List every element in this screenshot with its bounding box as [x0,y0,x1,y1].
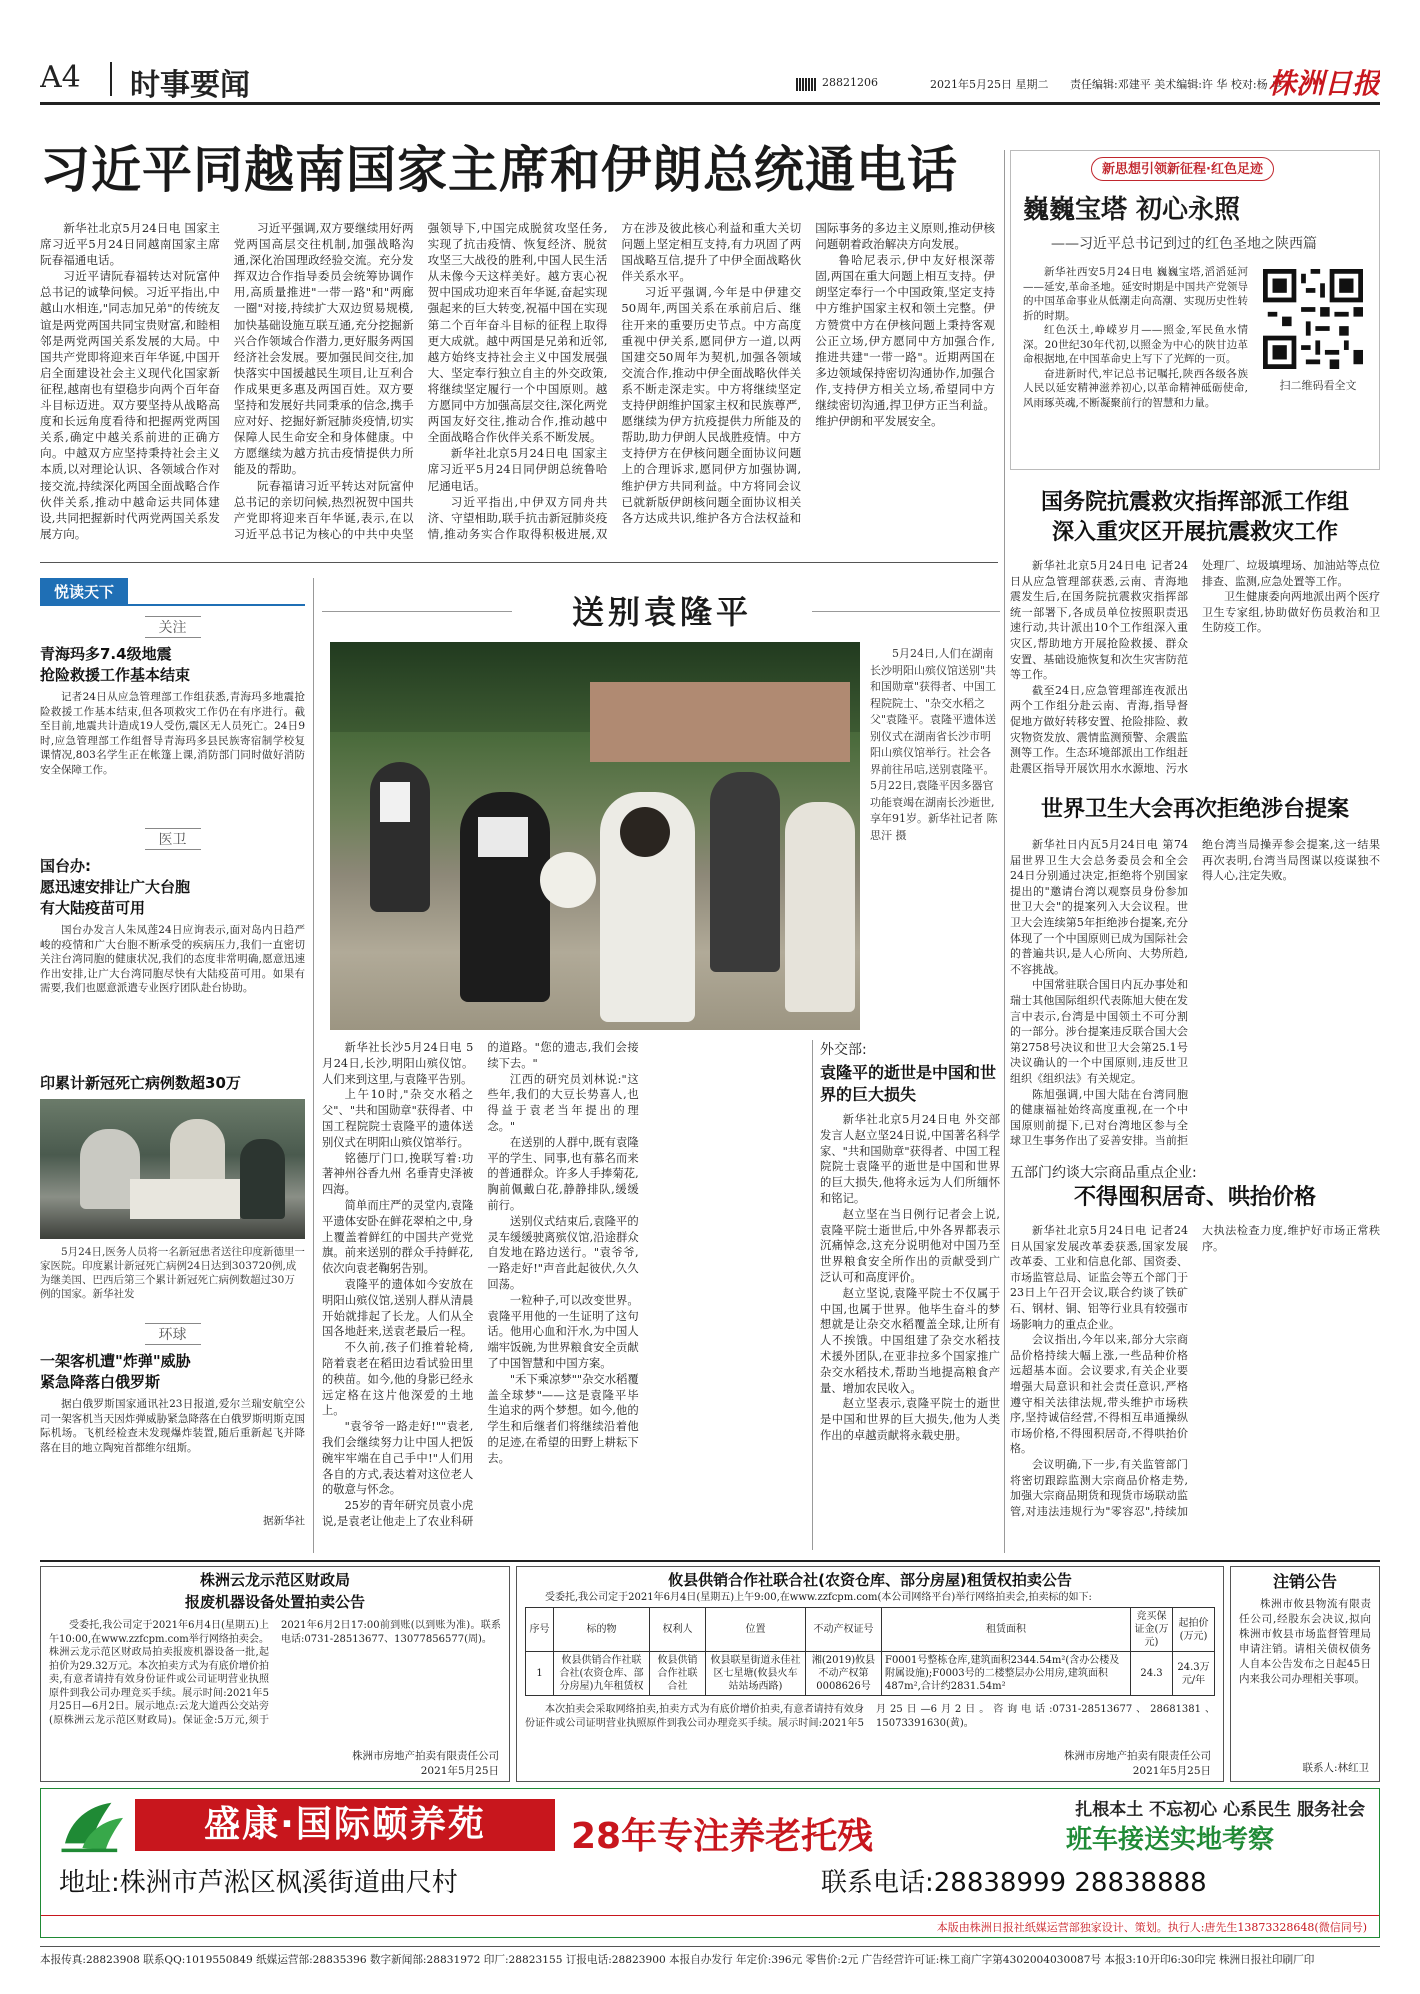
yuan-paragraph: 袁隆平的遗体如今安放在明阳山殡仪馆,送别人群从清晨开始就排起了长龙。人们从全国各地赶来,送袁老最后一程。 [322,1277,474,1339]
feature-headline: 巍巍宝塔 初心永照 [1023,195,1241,225]
banner-slogan-top: 扎根本土 不忘初心 心系民生 服务社会 [1075,1800,1365,1820]
feature-subhead: ——习近平总书记到过的红色圣地之陕西篇 [1051,236,1317,252]
table-header-cell: 权利人 [650,1608,706,1652]
banner-credit: 本版由株洲日报社纸媒运营部独家设计、策划。执行人:唐先生13873328648(微信同号) [936,1921,1367,1934]
sidebar-title: 悦读天下 [40,578,128,606]
section-tag: 医卫 [145,828,201,850]
feature-body [1023,265,1248,455]
page-number: A4 [40,60,81,95]
sidebar-body: 记者24日从应急管理部工作组获悉,青海玛多地震抢险救援工作基本结束,但各项救灾工作仍在有序进行。截至目前,地震共计造成19人受伤,震区无人员死亡。24日9时,应急管理部工作组督导青海玛多县民族寄宿制学校复课情况,803名学生正在帐篷上课,消防部门同时做好消防安全保障工作。 [40,691,305,776]
news-article-3 [1010,1163,1380,1553]
table-cell: 24.3万元/年 [1173,1652,1215,1696]
table-cell: 攸县供销合作社联合社(农资仓库、部分房屋)九年租赁权 [554,1652,650,1696]
yuan-paragraph: 简单而庄严的灵堂内,袁隆平遗体安卧在鲜花翠柏之中,身上覆盖着鲜红的中国共产党党旗。前来送别的群众手持鲜花,依次向袁老鞠躬告别。 [322,1198,474,1276]
headline-line: 有大陆疫苗可用 [40,899,146,917]
news-paragraph: 新华社日内瓦5月24日电 第74届世界卫生大会总务委员会和全会24日分别通过决定,拒绝将个别国家提出的"邀请台湾以观察员身份参加世卫大会"的提案列入大会议程。世卫大会连续第5年拒绝涉台提案,充分体现了一个中国原则已成为国际社会的普遍共识,是人心所向、大势所趋,不容挑战。 [1010,838,1188,976]
yuan-paragraph: 不久前,孩子们推着轮椅,陪着袁老在稻田边看试验田里的秧苗。如今,他的身影已经永远定格在这片他深爱的土地上。 [322,1341,474,1418]
yuan-paragraph: 铭德厅门口,挽联写着:功著神州谷香九州 名垂青史泽被四海。 [322,1151,474,1197]
sub-paragraph: 赵立坚表示,袁隆平院士的逝世是中国和世界的巨大损失,他为人类作出的卓越贡献将永载史册。 [820,1397,1000,1442]
headline-line: 一架客机遭"炸弹"威胁 [40,1352,191,1370]
issue-code: 28821206 [822,76,878,89]
paper-logo: 株洲日报 [1267,67,1380,100]
notices-top-rule [40,1560,1380,1562]
yuan-story [322,578,1000,1553]
banner-ad [40,1788,1380,1938]
yuan-headline-bar [322,592,1000,632]
brand-name: 盛康·国际颐养苑 [204,1804,486,1845]
table-cell: F0001号整栋仓库,建筑面积2344.54m²(含办公楼及附属设施);F0003号的二楼整层办公用房,建筑面积487m²,合计约2831.54m² [882,1652,1131,1696]
table-header-cell: 竞买保证金(万元) [1131,1608,1173,1652]
sub-paragraph: 赵立坚说,袁隆平院士不仅属于中国,也属于世界。他毕生奋斗的梦想就是让杂交水稻覆盖全球,让所有人不挨饿。中国组建了杂交水稻技术援外团队,在亚非拉多个国家推广杂交水稻技术,帮助当地提高粮食产量、增加农民收入。 [820,1286,1000,1395]
qr-code-icon[interactable] [1263,269,1363,369]
notice-left [40,1566,510,1782]
headline-line: 国台办: [40,857,91,875]
yuan-photo-caption: 5月24日,人们在湖南长沙明阳山殡仪馆送别"共和国勋章"获得者、中国工程院院士、"杂交水稻之父"袁隆平。袁隆平遗体送别仪式在湖南省长沙市明阳山殡仪馆举行。社会各界前往吊唁,送别袁隆平。5月22日,袁隆平因多器官功能衰竭在湖南长沙逝世,享年91岁。新华社记者 陈思汗 摄 [870,647,998,842]
banner-credit-bar [41,1915,1379,1937]
lead-paragraph: 习近平强调,双方要继续用好两党两国高层交往机制,加强战略沟通,深化治国理政经验交流。充分发挥双边合作指导委员会统筹协调作用,高质量推进"一带一路"和"两廊一圈"对接,持续扩大双边贸易规模,加快基础设施互联互通,充分挖掘新兴合作领域合作潜力,更好服务两国经济社会发展。要加强民间交往,加快落实中国援越民生项目,让互利合作成果更多惠及两国百姓。双方要坚持和发展好共同秉承的信念,携手应对好、挖掘好新冠肺炎疫情,切实保障人民生命安全和身体健康。中方愿继续为越方抗击疫情提供力所能及的帮助。 [233,221,414,477]
news-body [1010,558,1380,783]
barcode-icon [796,78,816,91]
feature-slogan-bar [1091,157,1274,181]
sidebar-headline [40,856,305,919]
feature-paragraph: 奋进新时代,牢记总书记嘱托,陕西各级各族人民以延安精神滋养初心,以革命精神砥砺使命,风雨琢英魂,不断凝聚前行的智慧和力量。 [1023,367,1248,409]
notice-body: 株洲市攸县物流有限责任公司,经股东会决议,拟向株洲市攸县市场监督管理局申请注销。请相关债权债务人自本公告发布之日起45日内来我公司办理相关事项。 [1239,1598,1371,1685]
brand-block [135,1799,555,1851]
section-tag: 关注 [145,616,201,638]
yuan-paragraph: 一粒种子,可以改变世界。袁隆平用他的一生证明了这句话。他用心血和汗水,为中国人端牢饭碗,为世界粮食安全贡献了中国智慧和中国方案。 [487,1293,639,1370]
masthead-rule [40,102,1380,105]
yuan-paragraph: 上午10时,"杂交水稻之父"、"共和国勋章"获得者、中国工程院院士袁隆平的遗体送别仪式在明阳山殡仪馆举行。 [322,1088,474,1149]
feature-paragraph: 新华社西安5月24日电 巍巍宝塔,滔滔延河——延安,革命圣地。延安时期是中国共产党领导的中国革命事业从低潮走向高潮、实现历史性转折的时期。 [1023,266,1248,322]
sidebar-body: 国台办发言人朱凤莲24日应询表示,面对岛内日趋严峻的疫情和广大台胞不断承受的疾病压力,我们一直密切关注台湾同胞的健康状况,我们的态度非常明确,愿意迅速作出安排,让广大台湾同胞尽快有大陆疫苗可用。如果有需要,我们也愿意派遣专业医疗团队赴台协助。 [40,924,305,994]
yuan-paragraph: 新华社长沙5月24日电 5月24日,长沙,明阳山殡仪馆。人们来到这里,与袁隆平告别。 [322,1041,474,1086]
headline-line: 抢险救援工作基本结束 [40,666,191,684]
table-header-cell: 租赁面积 [882,1608,1131,1652]
lead-paragraph: 新华社北京5月24日电 国家主席习近平5月24日同伊朗总统鲁哈尼通电话。 [427,446,608,493]
headline-line: 深入重灾区开展抗震救灾工作 [1051,520,1338,545]
sub-headline: 袁隆平的逝世是中国和世界的巨大损失 [820,1063,997,1104]
yuan-paragraph: 送别仪式结束后,袁隆平的灵车缓缓驶离殡仪馆,沿途群众自发地在路边送行。"袁爷爷,一路走好!"声音此起彼伏,久久回荡。 [487,1214,639,1291]
sidebar-headline [40,1073,305,1094]
news-headline [1010,795,1380,825]
headline-line: 世界卫生大会再次拒绝涉台提案 [1040,797,1349,822]
yuan-farewell-photo [330,642,860,1030]
headline-line: 印累计新冠死亡病例数超30万 [40,1074,241,1092]
notice-title: 攸县供销合作社联合社(农资仓库、部分房屋)租赁权拍卖公告 [668,1571,1072,1589]
sub-kicker: 外交部: [820,1042,867,1058]
news-article-2 [1010,795,1380,1155]
editor-line: 责任编辑:邓建平 美术编辑:许 华 校对:杨 卓 [1070,78,1283,91]
sub-article-separator [812,1040,813,1550]
news-paragraph: 新华社北京5月24日电 记者24日从应急管理部获悉,云南、青海地震发生后,在国务院抗震救灾指挥部统一部署下,各成员单位按照职责迅速行动,共计派出10个工作组深入重灾区,帮助地方开展抢险救援、群众安置、基础设施恢复和次生灾害防范等工作。 [1010,559,1188,682]
lead-bottom-rule [40,562,998,563]
table-header-cell: 起拍价(万元) [1173,1608,1215,1652]
lead-paragraph: 鲁哈尼表示,伊中友好根深蒂固,两国在重大问题上相互支持。伊朗坚定奉行一个中国政策,坚定支持中方维护国家主权和领土完整。伊方赞赏中方在伊核问题上秉持客观公正立场,伊方愿同中方加强合作,推进共建"一带一路"。近期两国在多边领域保持密切沟通协作,加强合作,支持伊方相关立场,希望同中方继续密切沟通,捍卫伊方正当利益。维护伊朗和平发展安全。 [815,253,995,429]
notice-mid [516,1566,1224,1782]
notice-body: 受委托,我公司定于2021年6月4日(星期五)上午10:00,在www.zzfcpm.com举行网络拍卖会。株洲云龙示范区财政局拍卖报废机器设备一批,起拍价为29.32万元。本次拍卖方式为有底价增价拍卖,有意者请持有效身份证件或公司证明营业执照原件到我公司办理竞买手续。展示时间:2021年5月25日—6月2日。展示地点:云龙大道西公交站旁(原株洲云龙示范区财政局)。保证金:5万元,须于2021年6月2日17:00前到账(以到账为准)。联系电话:0731-28513677、13077856577(周)。 [49,1620,501,1726]
sidebar-body: 据白俄罗斯国家通讯社23日报道,爱尔兰瑞安航空公司一架客机当天因炸弹威胁紧急降落在白俄罗斯明斯克国际机场。飞机经检查未发现爆炸装置,随后重新起飞并降落在目的地立陶宛首都维尔纽斯。 [40,1398,305,1454]
banner-phones: 联系电话:28838999 28838888 [821,1868,1207,1898]
notice-title: 报废机器设备处置拍卖公告 [184,1593,365,1611]
mfa-sub-article [820,1040,1000,1550]
yuan-paragraph: "袁爷爷一路走好!""袁老,我们会继续努力让中国人把饭碗牢牢端在自己手中!"人们用各自的方式,表达着对这位老人的敬意与怀念。 [322,1420,474,1497]
news-paragraph: 卫生健康委向两地派出两个医疗卫生专家组,协助做好伤员救治和卫生防疫工作。 [1202,590,1380,635]
news-paragraph: 截至24日,应急管理部连夜派出两个工作组分赴云南、青海,指导督促地方做好转移安置、抢险排险、救灾物资发放、震情监测预警、余震监测等工作。生态环境部派出工作组赶赴震区指导开展饮用水水源地、污水处理厂、垃圾填埋场、加油站等点位排查、监测,应急处置等工作。 [1010,559,1380,775]
notice-intro: 受委托,我公司定于2021年6月4日(星期五)上午9:00,在www.zzfcpm.com(本公司网络平台)举行网络拍卖会,拍卖标的如下: [545,1592,1092,1603]
sub-paragraph: 新华社北京5月24日电 外交部发言人赵立坚24日说,中国著名科学家、"共和国勋章"获得者、中国工程院院士袁隆平的逝世是中国和世界的巨大损失,他将永远为人们所缅怀和铭记。 [820,1113,1000,1205]
news-article-1 [1010,488,1380,788]
sidebar-section [40,1323,305,1548]
news-paragraph: 中国常驻联合国日内瓦办事处和瑞士其他国际组织代表陈旭大使在发言中表示,台湾是中国领土不可分割的一部分。涉台提案违反联合国大会第2758号决议和世卫大会第25.1号决议确认的一个中国原则,违反世卫组织《组织法》有关规定。 [1010,978,1188,1085]
sidebar-headline [40,1351,305,1393]
table-cell: 24.3 [1131,1652,1173,1696]
table-header-cell: 不动产权证号 [806,1608,882,1652]
notice-right [1230,1566,1380,1782]
table-header-cell: 位置 [706,1608,806,1652]
notice-title: 注销公告 [1272,1572,1337,1591]
sidebar-title-bar [40,578,305,606]
headline-line: 紧急降落白俄罗斯 [40,1373,161,1391]
news-paragraph: 会议明确,下一步,有关监管部门将密切跟踪监测大宗商品价格走势,加强大宗商品期货和现货市场联动监管,对违法违规行为"零容忍",持续加大执法检查力度,维护好市场正常秩序。 [1010,1224,1380,1518]
lead-paragraph: 习近平指出,中伊双方同舟共济、守望相助,联手抗击新冠肺炎疫情,推动务实合作取得积极进展,双方在涉及彼此核心利益和重大关切问题上坚定相互支持,有力巩固了两国战略互信,提升了中伊全面战略伙伴关系水平。 [427,221,802,541]
headline-line: 青海玛多7.4级地震 [40,645,172,663]
lead-paragraph: 新华社北京5月24日电 国家主席习近平5月24日同越南国家主席阮春福通电话。 [40,221,220,268]
sub-body [820,1112,1000,1444]
banner-address: 地址:株洲市芦淞区枫溪街道曲尺村 [59,1868,458,1898]
banner-main: 28年专注养老托残 [571,1816,874,1857]
feature-paragraph: 红色沃土,峥嵘岁月——照金,军民鱼水情深。20世纪30年代初,以照金为中心的陕甘边革命根据地,在中国革命史上写下了光辉的一页。 [1023,324,1248,365]
sidebar [40,578,305,1553]
news-body [1010,1223,1380,1548]
yuan-article-body [322,1040,804,1550]
notice-contact: 联系人:林红卫 [1302,1762,1369,1774]
section-name: 时事要闻 [130,68,250,102]
notice-body: 本次拍卖会采取网络拍卖,拍卖方式为有底价增价拍卖,有意者请持有效身份证件或公司证明营业执照原件到我公司办理竞买手续。展示时间:2021年5月25日—6月2日。咨询电话:0731-28513677、28681381、15073391630(黄)。 [525,1704,1215,1729]
table-header-row [526,1608,1215,1652]
news-body [1010,837,1380,1152]
table-header-cell: 序号 [526,1608,554,1652]
notice-date: 2021年5月25日 [420,1765,499,1777]
news-paragraph: 新华社北京5月24日电 记者24日从国家发展改革委获悉,国家发展改革委、工业和信息化部、国资委、市场监管总局、证监会等五个部门于23日上午召开会议,联合约谈了铁矿石、钢材、铜、铝等行业具有较强市场影响力的重点企业。 [1010,1224,1188,1331]
sidebar-section [40,1073,305,1313]
yuan-paragraph: 25岁的青年研究员袁小虎说,是袁老让他走上了农业科研的道路。"您的遗志,我们会接续下去。" [322,1041,639,1528]
news-paragraph: 会议指出,今年以来,部分大宗商品价格持续大幅上涨,一些品种价格远超基本面。会议要求,有关企业要增强大局意识和社会责任意识,严格遵守相关法律法规,带头维护市场秩序,坚持诚信经营,不得相互串通操纵市场价格,不得囤积居奇,不得哄抬价格。 [1010,1333,1188,1456]
table-cell: 攸县联星街道永佳社区七星塘(攸县火车站站场西路) [706,1652,806,1696]
table-row [526,1652,1215,1696]
photo-caption: 5月24日,医务人员将一名新冠患者送往印度新德里一家医院。印度累计新冠死亡病例24日达到303720例,成为继美国、巴西后第三个累计新冠死亡病例数超过30万例的国家。新华社发 [40,1246,305,1300]
table-cell: 攸县供销合作社联合社 [650,1652,706,1696]
banner-side: 班车接送实地考察 [1066,1825,1275,1855]
lead-paragraph: 习近平强调,今年是中伊建交50周年,两国关系在承前启后、继往开来的重要历史节点。中方高度重视中伊关系,愿同伊方一道,以两国建交50周年为契机,加强各领域交流合作,推动中伊全面战略伙伴关系不断走深走实。中方将继续坚定支持伊朗维护国家主权和民族尊严,愿继续为伊方抗疫提供力所能及的帮助,助力伊朗人民战胜疫情。中方支持伊方在伊核问题全面协议问题上的合理诉求,愿同伊方加强协调,维护伊方共同利益。中方将同会议已就新版伊朗核问题全面协议相关各方达成共识,维护各方合法权益和国际事务的多边主义原则,推动伊核问题朝着政治解决方向发展。 [621,221,995,525]
sidebar-headline [40,644,305,686]
qr-caption: 扫二维码看全文 [1279,379,1357,392]
hand-leaf-logo-icon [59,1797,129,1855]
lead-headline: 习近平同越南国家主席和伊朗总统通电话 [40,141,958,199]
news-paragraph: 陈旭强调,中国大陆在台湾同胞的健康福祉始终高度重视,在一个中国原则前提下,已对台湾地区参与全球卫生事务作出了妥善安排。当前拒绝台湾当局操弄参会提案,这一结果再次表明,台湾当局图谋以疫谋独不得人心,注定失败。 [1010,838,1380,1148]
table-header-cell: 标的物 [554,1608,650,1652]
yuan-headline: 送别袁隆平 [512,592,812,632]
footer-info: 本报传真:28823908 联系QQ:1019550849 纸媒运营部:28835396 数字新闻部:28831972 印厂:28823155 订报电话:28823900 本报自办发行 年定价:396元 零售价:2元 广告经营许可证:株工商广字第4302004030087号 本报3:10开印6:30印完 株洲日报社印刷厂印 [40,1954,1315,1966]
lead-paragraph: 习近平请阮春福转达对阮富仲总书记的诚挚问候。习近平指出,中越山水相连,"同志加兄弟"的传统友谊是两党两国共同宝贵财富,和睦相邻是两党两国关系发展的大局。中国共产党即将迎来百年华诞,中国开启全面建设社会主义现代化国家新征程,越南也有望稳步向两个百年奋斗目标迈进。双方要坚持从战略高度和长远角度看待和把握两党两国关系,确定中越关系前进的正确方向。中越双方应坚持秉持社会主义本质,以对理论认识、各领域合作对接交流,持续深化两国全面战略合作伙伴关系,推动中越命运共同体建设,共同把握新时代两党两国关系发展方向。 [40,269,220,541]
auction-table [525,1607,1215,1696]
notice-signature: 株洲市房地产拍卖有限责任公司 [352,1750,499,1762]
table-cell: 湘(2019)攸县不动产权第0008626号 [806,1652,882,1696]
notice-date: 2021年5月25日 [1132,1765,1211,1777]
india-hospital-photo [40,1099,305,1239]
yuan-paragraph: 江西的研究员刘林说:"这些年,我们的大豆长势喜人,也得益于袁老当年提出的理念。" [487,1072,639,1133]
lead-paragraph: 阮春福请习近平转达对阮富仲总书记的亲切问候,热烈祝贺中国共产党即将迎来百年华诞,表示,在以习近平总书记为核心的中共中央坚强领导下,中国完成脱贫攻坚任务,实现了抗击疫情、恢复经济、脱贫攻坚三大战役的胜利,中国人民生活从未像今天这样美好。越方衷心祝贺中国成功迎来百年华诞,奋起实现强起来的巨大转变,祝福中国在实现第二个百年奋斗目标的征程上取得更大成就。越中两国是兄弟和近邻,越方始终支持社会主义中国发展强大、坚定奉行独立自主的外交政策,将继续坚定履行一个中国原则。越方愿同中方加强高层交往,深化两党两国友好交往,推动合作,推动越中全面战略合作伙伴关系不断发展。 [233,221,608,541]
footer-rule [40,1946,1380,1947]
notice-org: 株洲云龙示范区财政局 [199,1571,350,1589]
headline-line: 不得囤积居奇、哄抬价格 [1073,1185,1316,1210]
table-cell: 1 [526,1652,554,1696]
sidebar-section [40,828,305,1063]
feature-slogan: 新思想引领新征程·红色足迹 [1102,162,1263,177]
yuan-paragraph: 在送别的人群中,既有袁隆平的学生、同事,也有慕名而来的普通群众。许多人手捧菊花,胸前佩戴白花,静静排队,缓缓前行。 [487,1135,639,1212]
yuan-paragraph: "禾下乘凉梦""杂交水稻覆盖全球梦"——这是袁隆平毕生追求的两个梦想。如今,他的学生和后继者们将继续沿着他的足迹,在希望的田野上耕耘下去。 [487,1372,639,1465]
notice-signature: 株洲市房地产拍卖有限责任公司 [1064,1750,1211,1762]
news-headline [1010,1183,1380,1213]
sidebar-section [40,616,305,816]
issue-date: 2021年5月25日 星期二 [930,78,1049,91]
feature-box [1010,150,1380,470]
sub-paragraph: 赵立坚在当日例行记者会上说,袁隆平院士逝世后,中外各界都表示沉痛悼念,这充分说明他对中国乃至世界粮食安全所作出的贡献受到广泛认可和高度评价。 [820,1207,1000,1284]
lead-article-body [40,220,995,552]
headline-line: 愿迅速安排让广大台胞 [40,878,191,896]
headline-line: 国务院抗震救灾指挥部派工作组 [1040,490,1349,515]
sidebar-byline: 据新华社 [263,1515,305,1527]
center-right-separator [1004,150,1005,1553]
news-kicker: 五部门约谈大宗商品重点企业: [1010,1165,1197,1181]
sidebar-separator [313,578,314,1553]
news-headline [1010,488,1380,548]
section-tag: 环球 [145,1323,201,1345]
masthead [40,56,1380,102]
section-divider [110,62,112,96]
